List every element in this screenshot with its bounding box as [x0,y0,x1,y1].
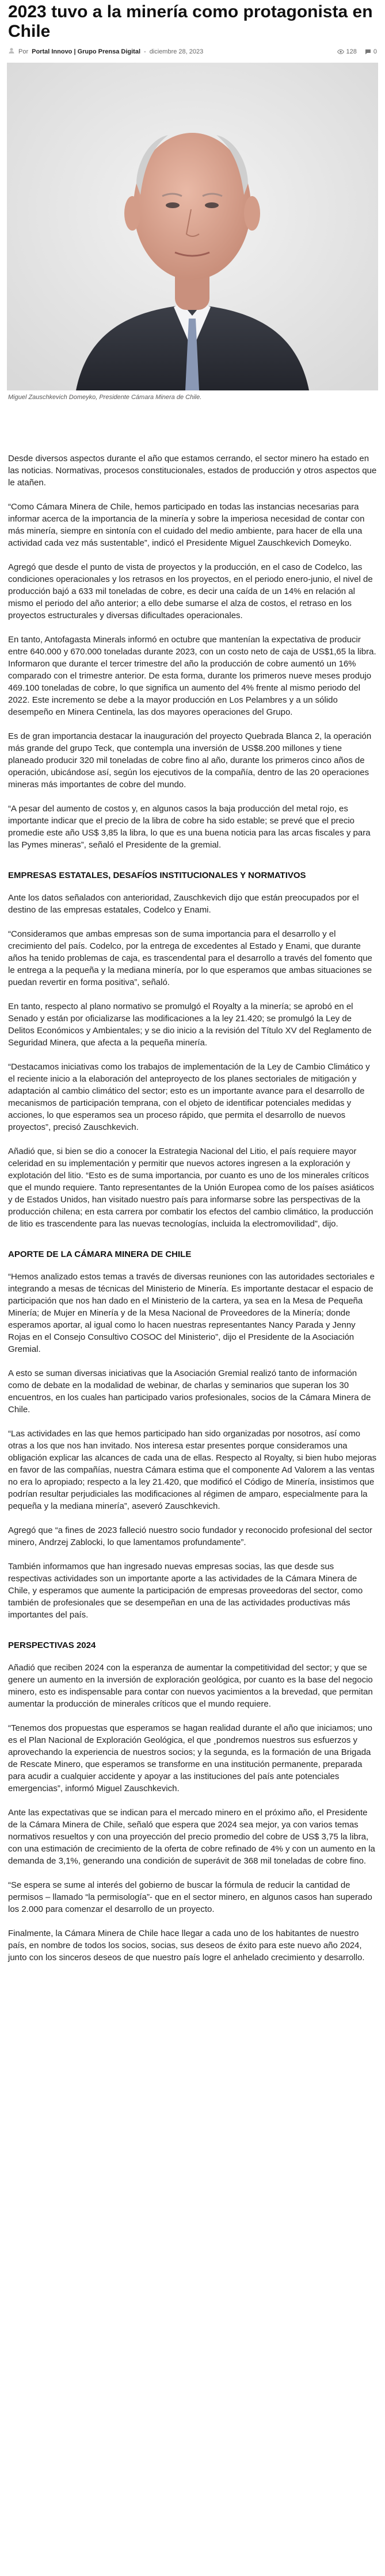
paragraph: “Las actividades en las que hemos participado han sido organizadas por nosotros, así como otras a los que nos han invitado. Nos interesa estar presentes porque consideramos una obligación explicar las alcances de cada una de ellas. Respecto al Royalty, si bien hubo mejoras en favor de las compañías, nuestra Cámara estima que el componente Ad Valorem a las ventas no era lo apropiado; respecto a la ley 21.420, que modificó el Código de Minería, insistimos que podrían resultar perjudiciales las modificaciones al régimen de amparo, especialmente para la pequeña y la mediana minería”, aseveró Zauschkevich. [8,1429,377,1511]
by-label: Por [18,48,29,55]
article-title: 2023 tuvo a la minería como protagonista en Chile [8,2,373,41]
paragraph: “Consideramos que ambas empresas son de suma importancia para el desarrollo y el crecimiento del país. Codelco, por la entrega de excedentes al Estado y Enami, que durante años ha tenido problemas de caja, es trascendental para el desarrollo a través del fomento que le entrega a la pequeña y la mediana minería, por lo que esperamos que ambas situaciones se puedan revertir en forma positiva”, señaló. [8,929,372,987]
paragraph: A esto se suman diversas iniciativas que la Asociación Gremial realizó tanto de información como de debate en la modalidad de webinar, de charlas y seminarios que superan los 30 encuentros, en los cuales han participado varios profesionales, socios de la Cámara Minera de Chile. [8,1368,371,1414]
paragraph: También informamos que han ingresado nuevas empresas socias, las que desde sus respectivas actividades son un importante aporte a las actividades de la Cámara Minera de Chile, y esperamos que aumente la participación de empresas proveedoras del sector, como también de profesionales que se desempeñan en una de las actividades productivas más importantes del país. [8,1562,363,1620]
views-value: 128 [346,48,357,55]
author-avatar-icon [8,47,15,56]
paragraph: Agregó que “a fines de 2023 falleció nuestro socio fundador y reconocido profesional del sector minero, Andrzej Zablocki, lo que lamentamos profundamente”. [8,1525,372,1547]
image-caption: Miguel Zauschkevich Domeyko, Presidente Cámara Minera de Chile. [8,394,202,401]
paragraph: Añadió que reciben 2024 con la esperanza de aumentar la competitividad del sector; y que se genere un aumento en la inversión de exploración geológica, por cuanto es la base del negocio minero, esto es indispensable para contar con nuevos yacimientos a la brevedad, que permitan aumentar la producción de minerales críticos que el mundo requiere. [8,1663,373,1709]
paragraph: En tanto, respecto al plano normativo se promulgó el Royalty a la minería; se aprobó en el Senado y están por oficializarse las modificaciones a la ley 21.420; se promulgó la Ley de Delitos Económicos y Ambientales; y se dio inicio a la revisión del Título XV del Reglamento de Seguridad Minera, que afecta a la pequeña minería. [8,1002,372,1048]
paragraph: Ante los datos señalados con anterioridad, Zauschkevich dijo que están preocupados por el destino de las empresas estatales, Codelco y Enami. [8,893,359,915]
publish-date: diciembre 28, 2023 [149,48,204,55]
featured-image [7,63,378,390]
eye-icon [337,49,344,54]
author-link[interactable]: Portal Innovo | Grupo Prensa Digital [32,48,141,55]
meta-left [8,47,203,56]
portrait-illustration [7,63,378,390]
paragraph: “Destacamos iniciativas como los trabajos de implementación de la Ley de Cambio Climático y el reciente inicio a la elaboración del anteproyecto de los planes sectoriales de mitigación y adaptación al cambio climático del sector; esto es un importante avance para el desarrollo de mecanismos de participación temprana, con el objeto de identificar potenciales medidas y acciones, lo que esperamos sea un proceso rápido, que permita el desarrollo de nuevos proyectos”, precisó Zauschkevich. [8,1062,370,1132]
paragraph: Es de gran importancia destacar la inauguración del proyecto Quebrada Blanca 2, la operación más grande del grupo Teck, que contempla una inversión de US$8.200 millones y tiene planeado producir 320 mil toneladas de cobre fino al año, durante los primeros cinco años de operación, ubicándose así, según los ejecutivos de la compañía, dentro de las 20 operaciones mineras más importantes de cobre del mundo. [8,731,372,789]
paragraph: “Hemos analizado estos temas a través de diversas reuniones con las autoridades sectoriales e integrando a mesas de técnicas del Ministerio de Minería. Es importante destacar el espacio de participación que nos han dado en el Ministerio de la cartera, ya sea en la Mesa de Pequeña Minería; de Mujer en Minería y de la Mesa Nacional de Proveedores de la Minería; donde esperamos aportar, al igual como lo hacen nuestras representantes Nancy Parada y Jenny Rojas en el Consejo Consultivo COSOC del Ministerio”, dijo el Presidente de la Asociación Gremial. [8,1272,375,1354]
meta-separator: - [144,48,146,55]
paragraph: Agregó que desde el punto de vista de proyectos y la producción, en el caso de Codelco, las condiciones operacionales y los retrasos en los proyectos, en el periodo enero-junio, el nivel de producción bajó a 633 mil toneladas de cobre, es decir una caída de un 14% en relación al mismo el periodo del año anterior; a ello debe sumarse el alza de costos, el retraso en los proyectos estructurales y diversas dificultades operacionales. [8,562,373,620]
views-count [337,48,357,55]
paragraph: Ante las expectativas que se indican para el mercado minero en el próximo año, el Presidente de la Cámara Minera de Chile, señaló que espera que 2024 sea mejor, ya con varios temas normativos resueltos y con una proyección del precio promedio del cobre de US$ 3,75 la libra, con una estimación de crecimiento de la oferta de cobre refinado de 4% y con un aumento en la demanda de 3,1%, generando una condición de superávit de 368 mil toneladas de cobre fino. [8,1808,375,1866]
paragraph: En tanto, Antofagasta Minerals informó en octubre que mantenían la expectativa de producir entre 640.000 y 670.000 toneladas durante 2023, con un costo neto de caja de US$1,65 la libra. Informaron que durante el tercer trimestre del año la producción de cobre aumentó un 16% comparado con el trimestre anterior. De esta forma, durante los primeros nueve meses produjo 469.100 toneladas de cobre, lo que significa un aumento del 4% frente al mismo periodo del 2022. Este incremento se debe a la mayor producción en Los Pelambres y a un sólido desempeño en Minera Centinela, las dos mayores operaciones del Grupo. [8,635,376,717]
paragraph: Finalmente, la Cámara Minera de Chile hace llegar a cada uno de los habitantes de nuestro país, en nombre de todos los socios, socias, sus deseos de éxito para este nuevo año 2024, junto con los sinceros deseos de que nuestro país logre el anhelado crecimiento y desarrollo. [8,1929,365,1962]
meta-right [337,48,377,55]
comment-icon [365,49,371,55]
paragraph: “A pesar del aumento de costos y, en algunos casos la baja producción del metal rojo, es importante indicar que el precio de la libra de cobre ha sido estable; se prevé que el precio promedie este año US$ 3,85 la libra, lo que es una buena noticia para las arcas fiscales y para las Pymes mineras”, señaló el Presidente de la gremial. [8,804,371,850]
comments-count[interactable] [365,48,377,55]
article-meta [0,41,385,63]
paragraph: “Como Cámara Minera de Chile, hemos participado en todas las instancias necesarias para informar acerca de la importancia de la minería y sobre la imperiosa necesidad de contar con más minería, siempre en sintonía con el cuidado del medio ambiente, para hacer de ella una actividad cada vez más sustentable”, indicó el Presidente Miguel Zauschkevich Domeyko. [8,502,365,548]
section-heading: EMPRESAS ESTATALES, DESAFÍOS INSTITUCIONALES Y NORMATIVOS [8,871,306,880]
article-body [0,401,385,1964]
section-heading: APORTE DE LA CÁMARA MINERA DE CHILE [8,1249,192,1259]
paragraph: Desde diversos aspectos durante el año que estamos cerrando, el sector minero ha estado en las noticias. Normativas, procesos constitucionales, estados de producción y otros aspectos que le atañen. [8,454,377,488]
paragraph: “Tenemos dos propuestas que esperamos se hagan realidad durante el año que iniciamos; uno es el Plan Nacional de Exploración Geológica, el que ¸pondremos nuestros sus esfuerzos y aprovechando la experiencia de nuestros socios; y la segunda, es la formación de una Brigada de Rescate Minero, que esperamos se transforme en una institución permanente, preparada para acudir a cualquier accidente y apoyar a las instituciones del país ante potenciales emergencias”, informó Miguel Zauschkevich. [8,1723,372,1793]
comments-value: 0 [373,48,377,55]
section-heading: PERSPECTIVAS 2024 [8,1640,96,1650]
paragraph: Añadió que, si bien se dio a conocer la Estrategia Nacional del Litio, el país requiere mayor celeridad en su implementación y permitir que nuevos actores ingresen a la exploración y explotación del litio. “Esto es de suma importancia, por cuanto es uno de los minerales críticos que el mundo requiere. Tanto representantes de la Unión Europea como de los países asiáticos y de Estados Unidos, han visitado nuestro país para informarse sobre las perspectivas de la producción chilena; en esta carrera por combatir los efectos del cambio climático, la producción de litio es trascendente para las nuevas tecnologías, incluida la electromovilidad”, dijo. [8,1147,374,1229]
paragraph: “Se espera se sume al interés del gobierno de buscar la fórmula de reducir la cantidad de permisos – llamado “la permisología”- que en el sector minero, en algunos casos han superado los 2.000 para comenzar el desarrollo de un proyecto. [8,1880,372,1914]
